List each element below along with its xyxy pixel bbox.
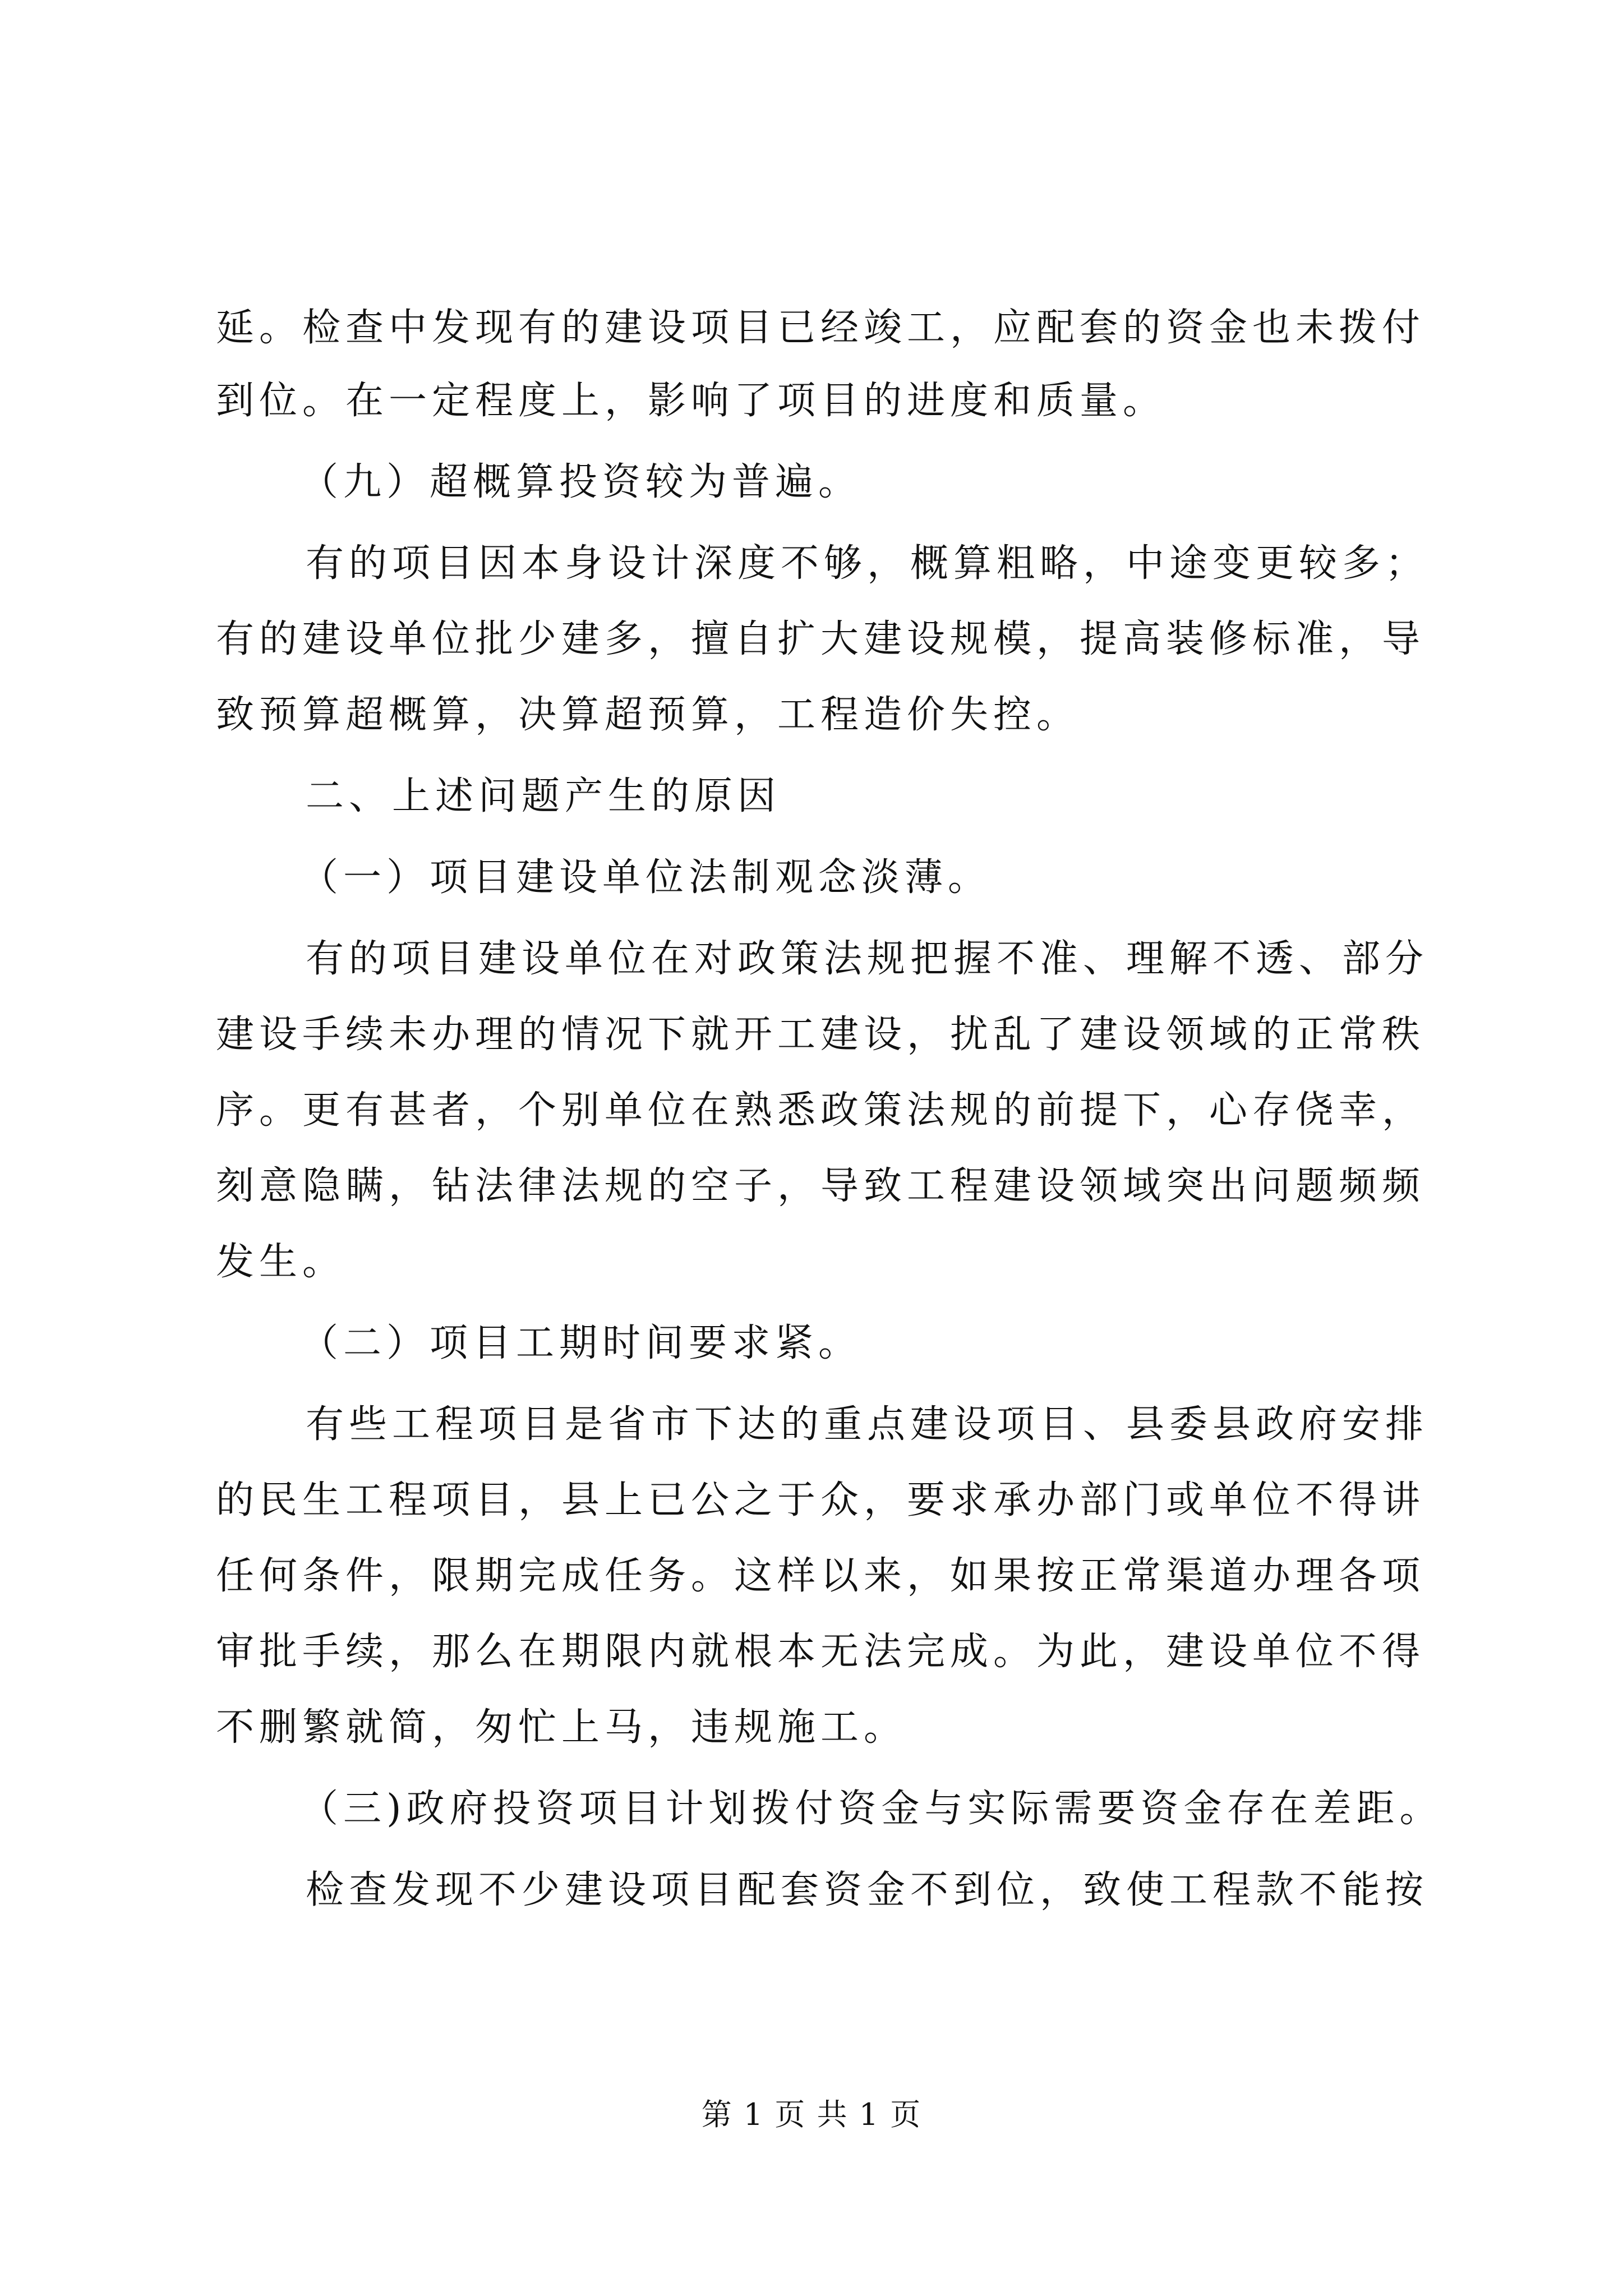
- text-line-19: 不删繁就简，匆忙上马，违规施工。: [216, 1705, 907, 1750]
- text-line-10: 建设手续未办理的情况下就开工建设，扰乱了建设领域的正常秩: [216, 1013, 1426, 1057]
- text-line-17: 任何条件，限期完成任务。这样以来，如果按正常渠道办理各项: [216, 1554, 1426, 1598]
- text-line-2: 到位。在一定程度上，影响了项目的进度和质量。: [216, 379, 1166, 423]
- text-line-12: 刻意隐瞒，钻法律法规的空子，导致工程建设领域突出问题频频: [216, 1164, 1426, 1208]
- section-heading-9: （九）超概算投资较为普遍。: [300, 460, 862, 504]
- page-footer: 第 1 页 共 1 页: [701, 2097, 922, 2132]
- text-line-1: 延。检查中发现有的建设项目已经竣工，应配套的资金也未拨付: [216, 306, 1426, 350]
- text-line-4: 有的项目因本身设计深度不够，概算粗略，中途变更较多；: [306, 541, 1429, 586]
- text-line-18: 审批手续，那么在期限内就根本无法完成。为此，建设单位不得: [216, 1630, 1426, 1674]
- section-heading-3: （三)政府投资项目计划拨付资金与实际需要资金存在差距。: [300, 1787, 1443, 1831]
- text-line-11: 序。更有甚者，个别单位在熟悉政策法规的前提下，心存侥幸，: [216, 1088, 1426, 1133]
- text-line-15: 有些工程项目是省市下达的重点建设项目、县委县政府安排: [306, 1402, 1429, 1447]
- text-line-9: 有的项目建设单位在对政策法规把握不准、理解不透、部分: [306, 937, 1429, 981]
- text-line-6: 致预算超概算，决算超预算，工程造价失控。: [216, 693, 1080, 737]
- text-line-5: 有的建设单位批少建多，擅自扩大建设规模，提高装修标准，导: [216, 617, 1426, 661]
- text-line-13: 发生。: [216, 1240, 346, 1284]
- section-heading-1: （一）项目建设单位法制观念淡薄。: [300, 855, 992, 900]
- text-line-21: 检查发现不少建设项目配套资金不到位，致使工程款不能按: [306, 1868, 1429, 1912]
- section-heading-2: （二）项目工期时间要求紧。: [300, 1321, 862, 1365]
- chapter-heading-2: 二、上述问题产生的原因: [306, 774, 781, 818]
- text-line-16: 的民生工程项目，县上已公之于众，要求承办部门或单位不得讲: [216, 1478, 1426, 1522]
